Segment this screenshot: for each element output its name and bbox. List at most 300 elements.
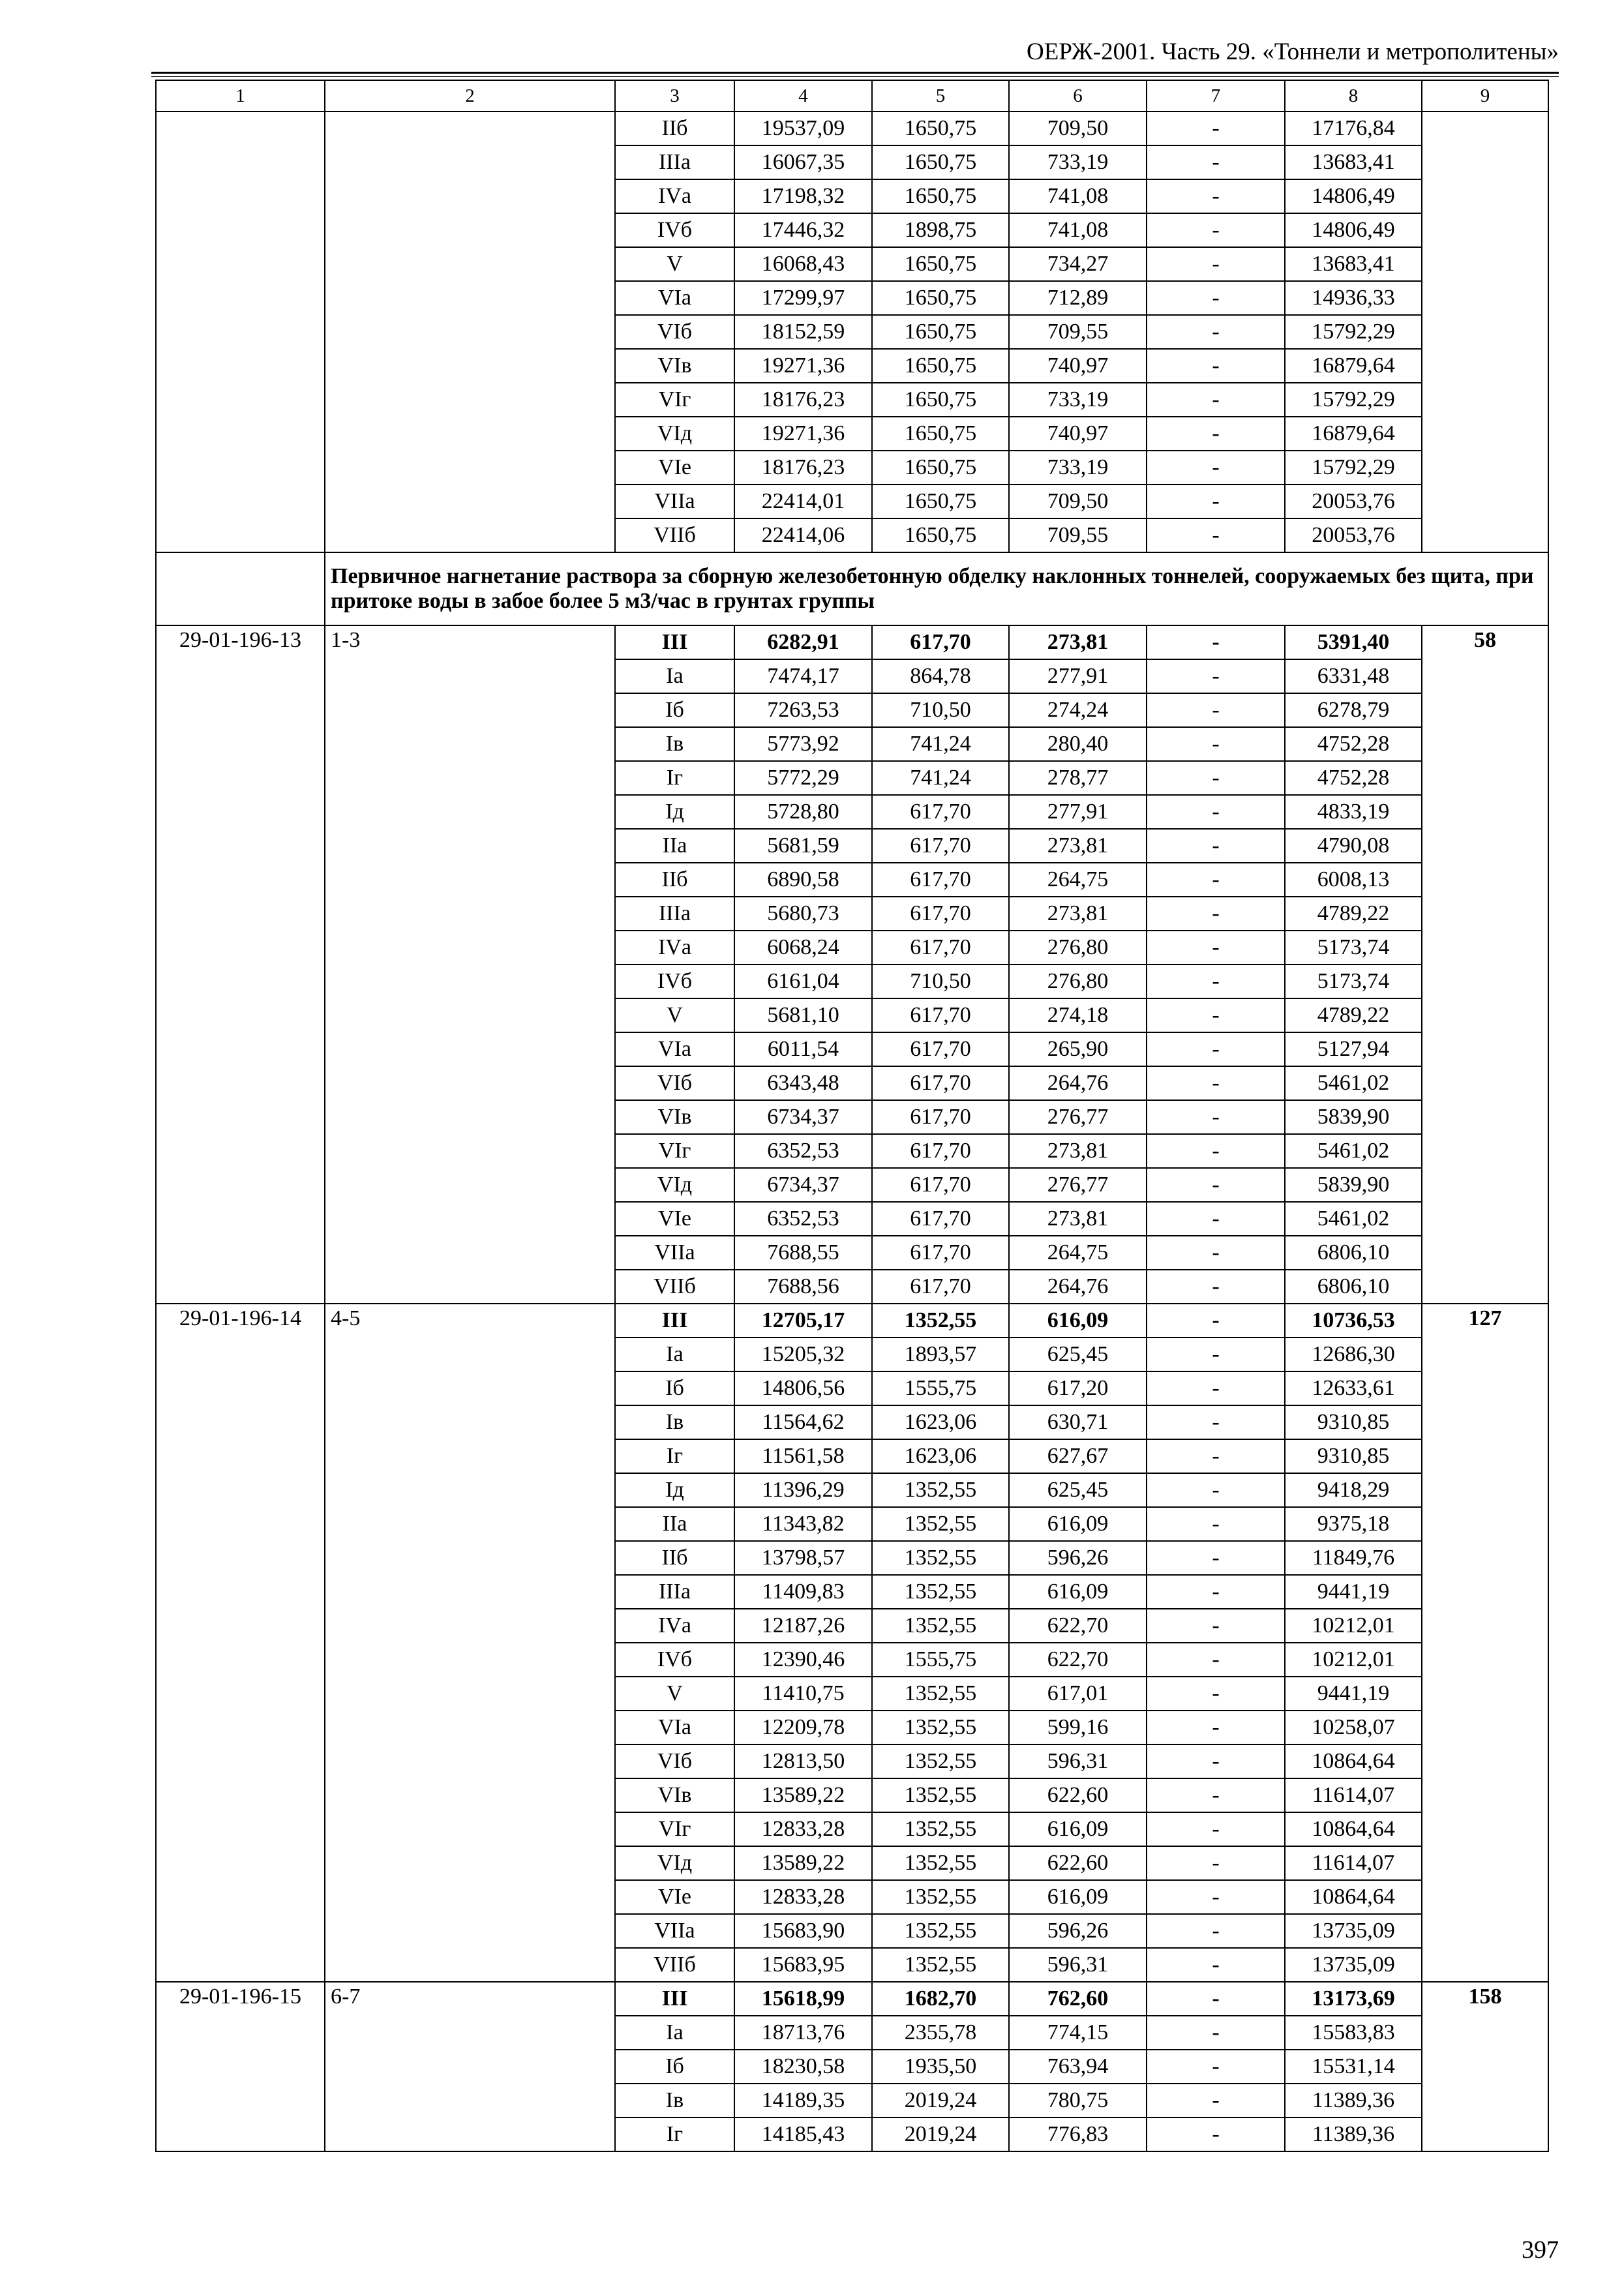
value-cell: 864,78 <box>872 659 1009 693</box>
ground-group-cell: Iб <box>615 1371 734 1405</box>
value-cell: 741,24 <box>872 727 1009 761</box>
value-cell: 709,50 <box>1009 112 1147 145</box>
value-cell: 5680,73 <box>734 897 872 931</box>
value-cell: 17198,32 <box>734 179 872 213</box>
value-cell: 11614,07 <box>1285 1846 1422 1880</box>
rate-norm: 127 <box>1422 1304 1548 1982</box>
value-cell: 617,70 <box>872 625 1009 659</box>
rate-range: 1-3 <box>325 625 615 1304</box>
column-number-3: 3 <box>615 80 734 112</box>
value-cell: 4789,22 <box>1285 897 1422 931</box>
ground-group-cell: VIд <box>615 1846 734 1880</box>
value-cell: 616,09 <box>1009 1304 1147 1338</box>
value-cell: - <box>1147 1066 1285 1100</box>
value-cell: 741,24 <box>872 761 1009 795</box>
value-cell: 5839,90 <box>1285 1100 1422 1134</box>
value-cell: - <box>1147 897 1285 931</box>
value-cell: - <box>1147 383 1285 417</box>
value-cell: 741,08 <box>1009 179 1147 213</box>
value-cell: 14936,33 <box>1285 281 1422 315</box>
value-cell: 10212,01 <box>1285 1643 1422 1677</box>
value-cell: 6806,10 <box>1285 1236 1422 1270</box>
value-cell: 14806,49 <box>1285 213 1422 247</box>
value-cell: 2019,24 <box>872 2084 1009 2117</box>
value-cell: 1352,55 <box>872 1812 1009 1846</box>
value-cell: 10212,01 <box>1285 1609 1422 1643</box>
value-cell: 622,60 <box>1009 1778 1147 1812</box>
value-cell: - <box>1147 281 1285 315</box>
value-cell: 6734,37 <box>734 1168 872 1202</box>
value-cell: 5772,29 <box>734 761 872 795</box>
column-number-5: 5 <box>872 80 1009 112</box>
value-cell: 630,71 <box>1009 1405 1147 1439</box>
value-cell: 276,80 <box>1009 965 1147 998</box>
value-cell: 11389,36 <box>1285 2084 1422 2117</box>
value-cell: 6343,48 <box>734 1066 872 1100</box>
rate-norm: 158 <box>1422 1982 1548 2151</box>
value-cell: - <box>1147 1507 1285 1541</box>
ground-group-cell: V <box>615 247 734 281</box>
value-cell: 5839,90 <box>1285 1168 1422 1202</box>
value-cell: 5461,02 <box>1285 1066 1422 1100</box>
ground-group-cell: IIIа <box>615 145 734 179</box>
ground-group-cell: IIб <box>615 1541 734 1575</box>
ground-group-cell: VIIб <box>615 1270 734 1304</box>
value-cell: - <box>1147 179 1285 213</box>
value-cell: 5461,02 <box>1285 1134 1422 1168</box>
value-cell: - <box>1147 485 1285 518</box>
value-cell: 273,81 <box>1009 1202 1147 1236</box>
value-cell: 1623,06 <box>872 1439 1009 1473</box>
ground-group-cell: IVб <box>615 965 734 998</box>
value-cell: 17176,84 <box>1285 112 1422 145</box>
value-cell: 617,70 <box>872 863 1009 897</box>
value-cell: - <box>1147 795 1285 829</box>
value-cell: 1650,75 <box>872 145 1009 179</box>
value-cell: 11410,75 <box>734 1677 872 1711</box>
value-cell: 627,67 <box>1009 1439 1147 1473</box>
value-cell: 1623,06 <box>872 1405 1009 1439</box>
value-cell: 15205,32 <box>734 1338 872 1371</box>
value-cell: 6008,13 <box>1285 863 1422 897</box>
value-cell: 617,70 <box>872 897 1009 931</box>
value-cell: 622,60 <box>1009 1846 1147 1880</box>
value-cell: 6352,53 <box>734 1202 872 1236</box>
value-cell: 4833,19 <box>1285 795 1422 829</box>
value-cell: 5461,02 <box>1285 1202 1422 1236</box>
value-cell: 12833,28 <box>734 1812 872 1846</box>
value-cell: 1352,55 <box>872 1711 1009 1744</box>
value-cell: 596,26 <box>1009 1914 1147 1948</box>
value-cell: 10864,64 <box>1285 1812 1422 1846</box>
value-cell: 1650,75 <box>872 179 1009 213</box>
value-cell: - <box>1147 518 1285 552</box>
value-cell: 19537,09 <box>734 112 872 145</box>
ground-group-cell: VIг <box>615 1134 734 1168</box>
value-cell: 13798,57 <box>734 1541 872 1575</box>
value-cell: 1352,55 <box>872 1778 1009 1812</box>
value-cell: 6331,48 <box>1285 659 1422 693</box>
value-cell: 7688,56 <box>734 1270 872 1304</box>
value-cell: 1650,75 <box>872 281 1009 315</box>
value-cell: - <box>1147 1270 1285 1304</box>
value-cell: 9441,19 <box>1285 1575 1422 1609</box>
value-cell: 12209,78 <box>734 1711 872 1744</box>
table-row <box>156 1304 1548 1338</box>
value-cell: 616,09 <box>1009 1575 1147 1609</box>
value-cell: 15618,99 <box>734 1982 872 2016</box>
value-cell: - <box>1147 1880 1285 1914</box>
value-cell: 20053,76 <box>1285 518 1422 552</box>
value-cell: 16067,35 <box>734 145 872 179</box>
value-cell: 6352,53 <box>734 1134 872 1168</box>
header-rule-thin <box>151 76 1559 77</box>
ground-group-cell: VIIб <box>615 1948 734 1982</box>
value-cell: 1555,75 <box>872 1643 1009 1677</box>
ground-group-cell: III <box>615 1304 734 1338</box>
value-cell: 617,70 <box>872 1168 1009 1202</box>
value-cell: 616,09 <box>1009 1880 1147 1914</box>
value-cell: 12633,61 <box>1285 1371 1422 1405</box>
value-cell: 1650,75 <box>872 518 1009 552</box>
ground-group-cell: IIа <box>615 829 734 863</box>
value-cell: 276,80 <box>1009 931 1147 965</box>
value-cell: 14806,56 <box>734 1371 872 1405</box>
ground-group-cell: Iг <box>615 1439 734 1473</box>
value-cell: - <box>1147 1541 1285 1575</box>
value-cell: - <box>1147 1236 1285 1270</box>
value-cell: - <box>1147 145 1285 179</box>
value-cell: - <box>1147 349 1285 383</box>
value-cell: 1352,55 <box>872 1880 1009 1914</box>
value-cell: 9310,85 <box>1285 1439 1422 1473</box>
value-cell: 1352,55 <box>872 1507 1009 1541</box>
value-cell: 6282,91 <box>734 625 872 659</box>
value-cell: - <box>1147 1744 1285 1778</box>
table-row <box>156 112 1548 145</box>
ground-group-cell: VIе <box>615 1880 734 1914</box>
value-cell: 13589,22 <box>734 1846 872 1880</box>
value-cell: 276,77 <box>1009 1168 1147 1202</box>
value-cell: 1650,75 <box>872 383 1009 417</box>
value-cell: 741,08 <box>1009 213 1147 247</box>
value-cell: - <box>1147 1948 1285 1982</box>
ground-group-cell: Iв <box>615 1405 734 1439</box>
value-cell: - <box>1147 1439 1285 1473</box>
value-cell: 17299,97 <box>734 281 872 315</box>
value-cell: 273,81 <box>1009 897 1147 931</box>
ground-group-cell: VIе <box>615 451 734 485</box>
value-cell: 18176,23 <box>734 383 872 417</box>
value-cell: 6068,24 <box>734 931 872 965</box>
value-cell: 734,27 <box>1009 247 1147 281</box>
value-cell: 12813,50 <box>734 1744 872 1778</box>
value-cell: - <box>1147 112 1285 145</box>
value-cell: 6161,04 <box>734 965 872 998</box>
value-cell: 712,89 <box>1009 281 1147 315</box>
value-cell: - <box>1147 1711 1285 1744</box>
value-cell: 264,76 <box>1009 1270 1147 1304</box>
value-cell: 1352,55 <box>872 1473 1009 1507</box>
value-cell: 280,40 <box>1009 727 1147 761</box>
value-cell: 13173,69 <box>1285 1982 1422 2016</box>
value-cell: 5127,94 <box>1285 1032 1422 1066</box>
value-cell: 276,77 <box>1009 1100 1147 1134</box>
value-cell: 14189,35 <box>734 2084 872 2117</box>
value-cell: 709,55 <box>1009 518 1147 552</box>
value-cell: 596,31 <box>1009 1744 1147 1778</box>
value-cell: 1898,75 <box>872 213 1009 247</box>
value-cell: - <box>1147 863 1285 897</box>
table-row <box>156 1982 1548 2016</box>
value-cell: 7474,17 <box>734 659 872 693</box>
value-cell: 6011,54 <box>734 1032 872 1066</box>
ground-group-cell: Iа <box>615 659 734 693</box>
value-cell: 5773,92 <box>734 727 872 761</box>
ground-group-cell: Iа <box>615 1338 734 1371</box>
ground-group-cell: V <box>615 998 734 1032</box>
ground-group-cell: IIIа <box>615 897 734 931</box>
column-number-row <box>156 80 1548 112</box>
value-cell: 5681,10 <box>734 998 872 1032</box>
ground-group-cell: Iб <box>615 2050 734 2084</box>
value-cell: 1352,55 <box>872 1677 1009 1711</box>
value-cell: 1935,50 <box>872 2050 1009 2084</box>
ground-group-cell: Iв <box>615 2084 734 2117</box>
ground-group-cell: Iа <box>615 2016 734 2050</box>
value-cell: 617,70 <box>872 1100 1009 1134</box>
value-cell: 1650,75 <box>872 451 1009 485</box>
value-cell: 1650,75 <box>872 349 1009 383</box>
value-cell: 4752,28 <box>1285 727 1422 761</box>
ground-group-cell: VIIа <box>615 1236 734 1270</box>
value-cell: - <box>1147 1338 1285 1371</box>
value-cell: 617,70 <box>872 1236 1009 1270</box>
value-cell: 19271,36 <box>734 349 872 383</box>
value-cell: 4790,08 <box>1285 829 1422 863</box>
value-cell: 13735,09 <box>1285 1914 1422 1948</box>
value-cell: - <box>1147 761 1285 795</box>
ground-group-cell: IIб <box>615 112 734 145</box>
value-cell: 710,50 <box>872 965 1009 998</box>
ground-group-cell: Iд <box>615 1473 734 1507</box>
ground-group-cell: VIд <box>615 417 734 451</box>
value-cell: 264,75 <box>1009 863 1147 897</box>
value-cell: 274,18 <box>1009 998 1147 1032</box>
ground-group-cell: IVб <box>615 213 734 247</box>
value-cell: 1650,75 <box>872 247 1009 281</box>
value-cell: 617,70 <box>872 1134 1009 1168</box>
value-cell: - <box>1147 1643 1285 1677</box>
value-cell: 763,94 <box>1009 2050 1147 2084</box>
value-cell: 10864,64 <box>1285 1744 1422 1778</box>
value-cell: 1893,57 <box>872 1338 1009 1371</box>
ground-group-cell: Iг <box>615 2117 734 2151</box>
value-cell: 16879,64 <box>1285 349 1422 383</box>
value-cell: - <box>1147 659 1285 693</box>
value-cell: 15683,90 <box>734 1914 872 1948</box>
value-cell: - <box>1147 1100 1285 1134</box>
value-cell: 599,16 <box>1009 1711 1147 1744</box>
ground-group-cell: VIг <box>615 1812 734 1846</box>
value-cell: 11564,62 <box>734 1405 872 1439</box>
ground-group-cell: IVа <box>615 1609 734 1643</box>
column-number-7: 7 <box>1147 80 1285 112</box>
value-cell: 14185,43 <box>734 2117 872 2151</box>
value-cell: 1352,55 <box>872 1846 1009 1880</box>
value-cell: 617,70 <box>872 931 1009 965</box>
value-cell: - <box>1147 625 1285 659</box>
value-cell: 776,83 <box>1009 2117 1147 2151</box>
value-cell: 1352,55 <box>872 1304 1009 1338</box>
value-cell: 733,19 <box>1009 145 1147 179</box>
value-cell: 6806,10 <box>1285 1270 1422 1304</box>
table-body <box>156 80 1548 2151</box>
value-cell: 11409,83 <box>734 1575 872 1609</box>
value-cell: 6734,37 <box>734 1100 872 1134</box>
value-cell: 265,90 <box>1009 1032 1147 1066</box>
value-cell: - <box>1147 1914 1285 1948</box>
value-cell: 1352,55 <box>872 1914 1009 1948</box>
value-cell: 9310,85 <box>1285 1405 1422 1439</box>
value-cell: 617,70 <box>872 1032 1009 1066</box>
value-cell: 20053,76 <box>1285 485 1422 518</box>
column-number-4: 4 <box>734 80 872 112</box>
value-cell: 1555,75 <box>872 1371 1009 1405</box>
value-cell: 18230,58 <box>734 2050 872 2084</box>
value-cell: 1650,75 <box>872 417 1009 451</box>
value-cell: 780,75 <box>1009 2084 1147 2117</box>
value-cell: 1650,75 <box>872 485 1009 518</box>
value-cell: 278,77 <box>1009 761 1147 795</box>
value-cell: 11343,82 <box>734 1507 872 1541</box>
value-cell: - <box>1147 1032 1285 1066</box>
value-cell: 15683,95 <box>734 1948 872 1982</box>
value-cell: 733,19 <box>1009 451 1147 485</box>
value-cell: 709,50 <box>1009 485 1147 518</box>
value-cell: 274,24 <box>1009 693 1147 727</box>
value-cell: 277,91 <box>1009 795 1147 829</box>
value-cell: 15531,14 <box>1285 2050 1422 2084</box>
value-cell: 12187,26 <box>734 1609 872 1643</box>
value-cell: 616,09 <box>1009 1812 1147 1846</box>
value-cell: 264,75 <box>1009 1236 1147 1270</box>
value-cell: 18152,59 <box>734 315 872 349</box>
value-cell: 617,70 <box>872 1066 1009 1100</box>
value-cell: 13735,09 <box>1285 1948 1422 1982</box>
ground-group-cell: VIв <box>615 349 734 383</box>
value-cell: 1352,55 <box>872 1609 1009 1643</box>
value-cell: - <box>1147 1575 1285 1609</box>
value-cell: 11561,58 <box>734 1439 872 1473</box>
ground-group-cell: VIв <box>615 1100 734 1134</box>
ground-group-cell: VIг <box>615 383 734 417</box>
value-cell: 1650,75 <box>872 315 1009 349</box>
value-cell: - <box>1147 1473 1285 1507</box>
value-cell: 16879,64 <box>1285 417 1422 451</box>
value-cell: 11396,29 <box>734 1473 872 1507</box>
ground-group-cell: VIв <box>615 1778 734 1812</box>
ground-group-cell: VIа <box>615 1711 734 1744</box>
ground-group-cell: Iг <box>615 761 734 795</box>
value-cell: - <box>1147 727 1285 761</box>
value-cell: - <box>1147 1405 1285 1439</box>
value-cell: 15792,29 <box>1285 383 1422 417</box>
page-number: 397 <box>1522 2236 1559 2264</box>
value-cell: 740,97 <box>1009 417 1147 451</box>
ground-group-cell: IIа <box>615 1507 734 1541</box>
column-number-9: 9 <box>1422 80 1548 112</box>
value-cell: 13683,41 <box>1285 247 1422 281</box>
section-empty-cell <box>156 552 325 625</box>
column-number-1: 1 <box>156 80 325 112</box>
value-cell: - <box>1147 1778 1285 1812</box>
value-cell: - <box>1147 2016 1285 2050</box>
value-cell: 18713,76 <box>734 2016 872 2050</box>
value-cell: 710,50 <box>872 693 1009 727</box>
value-cell: 1682,70 <box>872 1982 1009 2016</box>
value-cell: 740,97 <box>1009 349 1147 383</box>
value-cell: 625,45 <box>1009 1473 1147 1507</box>
value-cell: 762,60 <box>1009 1982 1147 2016</box>
header-rule-thick <box>151 72 1559 74</box>
value-cell: - <box>1147 693 1285 727</box>
ground-group-cell: IVа <box>615 179 734 213</box>
value-cell: - <box>1147 1371 1285 1405</box>
rate-range: 6-7 <box>325 1982 615 2151</box>
value-cell: 774,15 <box>1009 2016 1147 2050</box>
value-cell: - <box>1147 1304 1285 1338</box>
value-cell: - <box>1147 2084 1285 2117</box>
ground-group-cell: VIа <box>615 281 734 315</box>
ground-group-cell: III <box>615 625 734 659</box>
value-cell: 22414,06 <box>734 518 872 552</box>
value-cell: 616,09 <box>1009 1507 1147 1541</box>
value-cell: 12390,46 <box>734 1643 872 1677</box>
value-cell: 617,70 <box>872 1202 1009 1236</box>
value-cell: 22414,01 <box>734 485 872 518</box>
value-cell: 10736,53 <box>1285 1304 1422 1338</box>
rate-norm: 58 <box>1422 625 1548 1304</box>
ground-group-cell: IVа <box>615 931 734 965</box>
value-cell: 617,70 <box>872 829 1009 863</box>
value-cell: 1352,55 <box>872 1744 1009 1778</box>
value-cell: 1650,75 <box>872 112 1009 145</box>
value-cell: 5681,59 <box>734 829 872 863</box>
value-cell: 19271,36 <box>734 417 872 451</box>
value-cell: 1352,55 <box>872 1948 1009 1982</box>
value-cell: - <box>1147 2117 1285 2151</box>
empty-norm-cell <box>1422 112 1548 552</box>
value-cell: 12705,17 <box>734 1304 872 1338</box>
value-cell: - <box>1147 931 1285 965</box>
value-cell: - <box>1147 247 1285 281</box>
ground-group-cell: VIа <box>615 1032 734 1066</box>
column-number-8: 8 <box>1285 80 1422 112</box>
empty-code-cell <box>156 112 325 552</box>
section-row <box>156 552 1548 625</box>
value-cell: 7263,53 <box>734 693 872 727</box>
ground-group-cell: VIе <box>615 1202 734 1236</box>
ground-group-cell: IVб <box>615 1643 734 1677</box>
value-cell: 4789,22 <box>1285 998 1422 1032</box>
value-cell: - <box>1147 213 1285 247</box>
value-cell: 6890,58 <box>734 863 872 897</box>
value-cell: 596,31 <box>1009 1948 1147 1982</box>
column-number-2: 2 <box>325 80 615 112</box>
value-cell: - <box>1147 1202 1285 1236</box>
value-cell: - <box>1147 1677 1285 1711</box>
